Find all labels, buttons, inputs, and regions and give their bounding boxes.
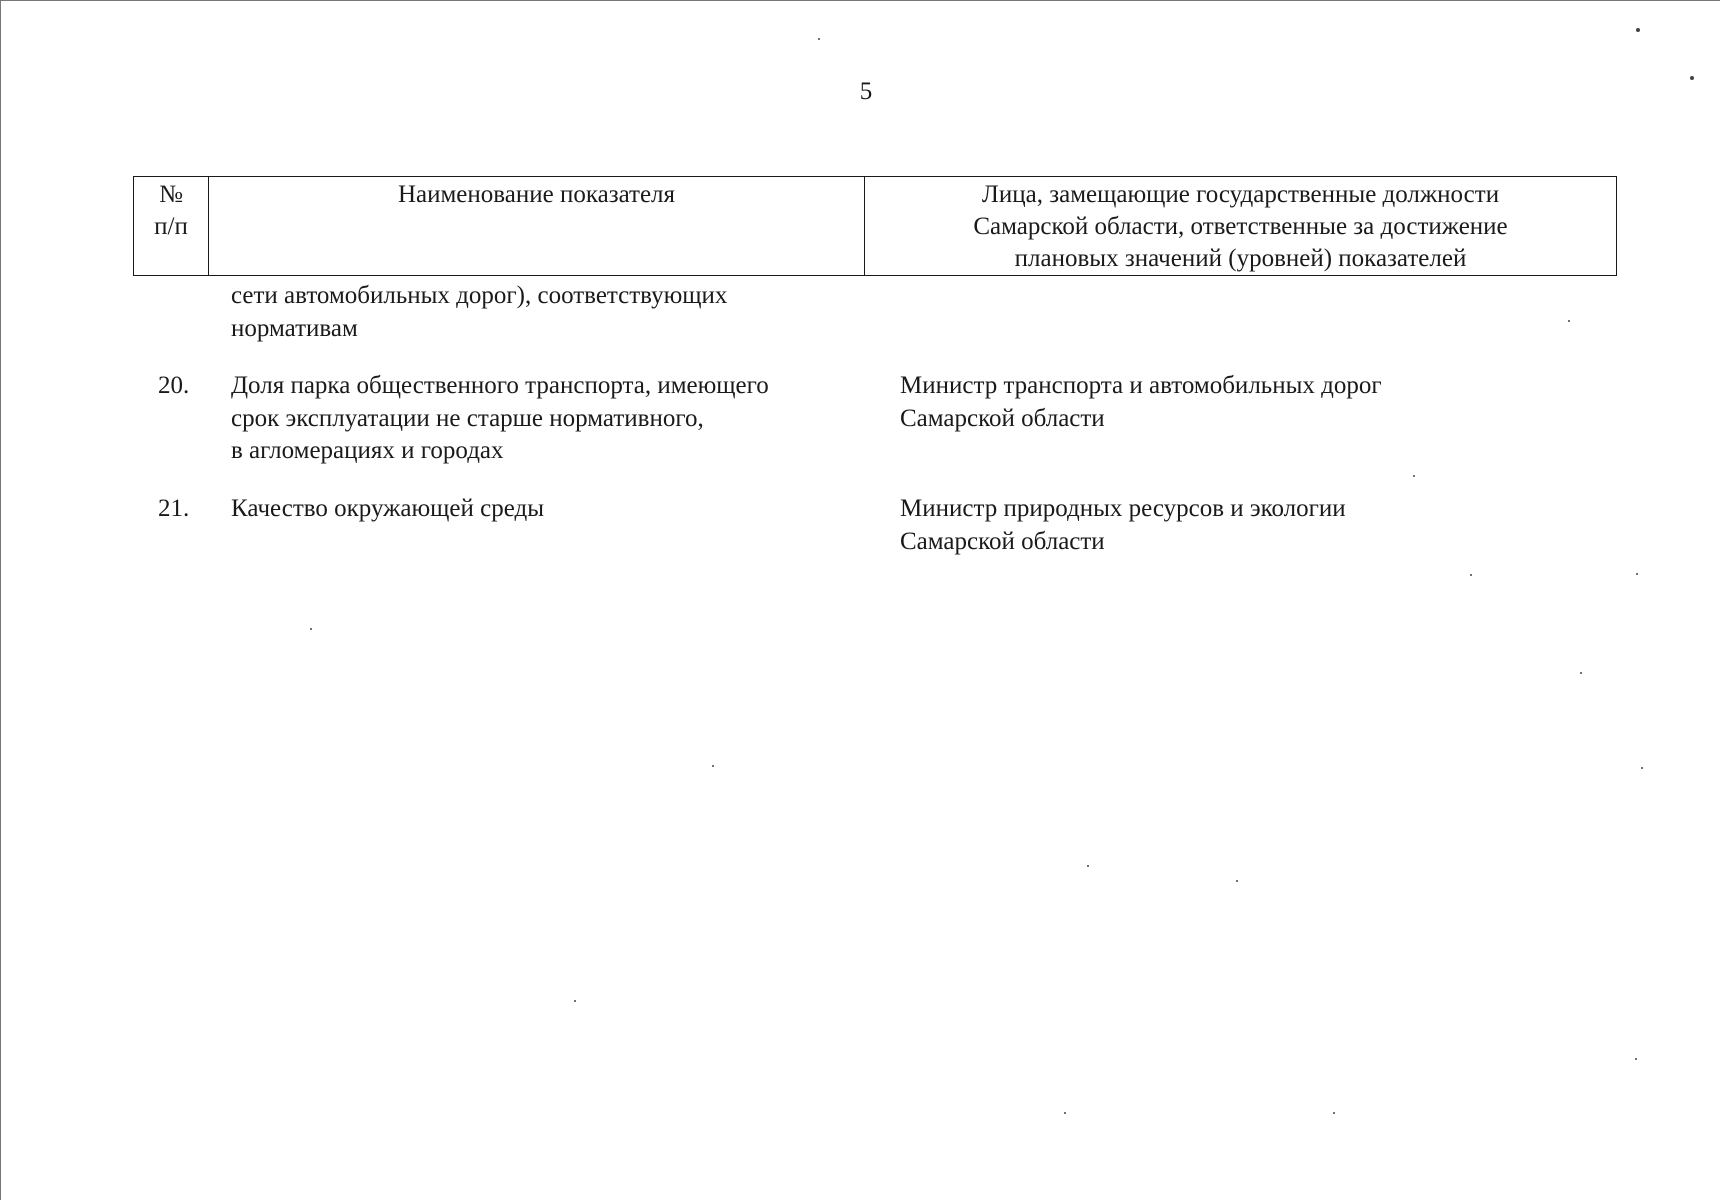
header-responsible-label: Лица, замещающие государственные должности Самарской области, ответственные за достижение плановых значений (уровней) показателей (973, 181, 1508, 272)
scan-speck (1635, 1058, 1637, 1060)
scan-speck (1470, 574, 1472, 576)
header-indicator-name-label: Наименование показателя (397, 181, 676, 208)
scan-speck (1333, 1112, 1335, 1114)
header-cell-number (134, 177, 209, 276)
scan-speck (1690, 76, 1694, 80)
scan-speck (1064, 1112, 1066, 1114)
row-number: 20. (158, 372, 190, 399)
scan-speck (818, 38, 820, 40)
scan-speck (310, 628, 312, 630)
row-number: 21. (158, 495, 190, 522)
header-number-label: № п/п (154, 181, 188, 240)
row-indicator-name: Качество окружающей среды (231, 495, 545, 522)
indicator-table-header (133, 176, 1617, 276)
scan-speck (1580, 672, 1582, 674)
row-responsible: Министр природных ресурсов и экологии Самарской области (900, 495, 1346, 555)
page-number: 5 (859, 78, 873, 105)
scan-speck (1636, 28, 1640, 32)
row-indicator-name: сети автомобильных дорог), соответствующих нормативам (231, 282, 728, 342)
row-indicator-name: Доля парка общественного транспорта, имеющего срок эксплуатации не старше нормативного, в агломерациях и городах (231, 372, 769, 464)
scan-speck (1236, 880, 1238, 882)
header-cell-responsible (865, 177, 1617, 276)
scan-speck (1413, 475, 1415, 477)
scan-speck (1568, 320, 1570, 322)
table-header-row (134, 177, 1617, 276)
scan-speck (1641, 767, 1643, 769)
row-responsible: Министр транспорта и автомобильных дорог Самарской области (900, 372, 1382, 432)
scan-speck (1087, 865, 1089, 867)
scan-speck (712, 765, 714, 767)
header-cell-indicator-name (209, 177, 865, 276)
scan-edge-top (0, 0, 1720, 1)
scan-edge-left (0, 0, 1, 1200)
scan-speck (574, 1000, 576, 1002)
scan-speck (1636, 573, 1638, 575)
